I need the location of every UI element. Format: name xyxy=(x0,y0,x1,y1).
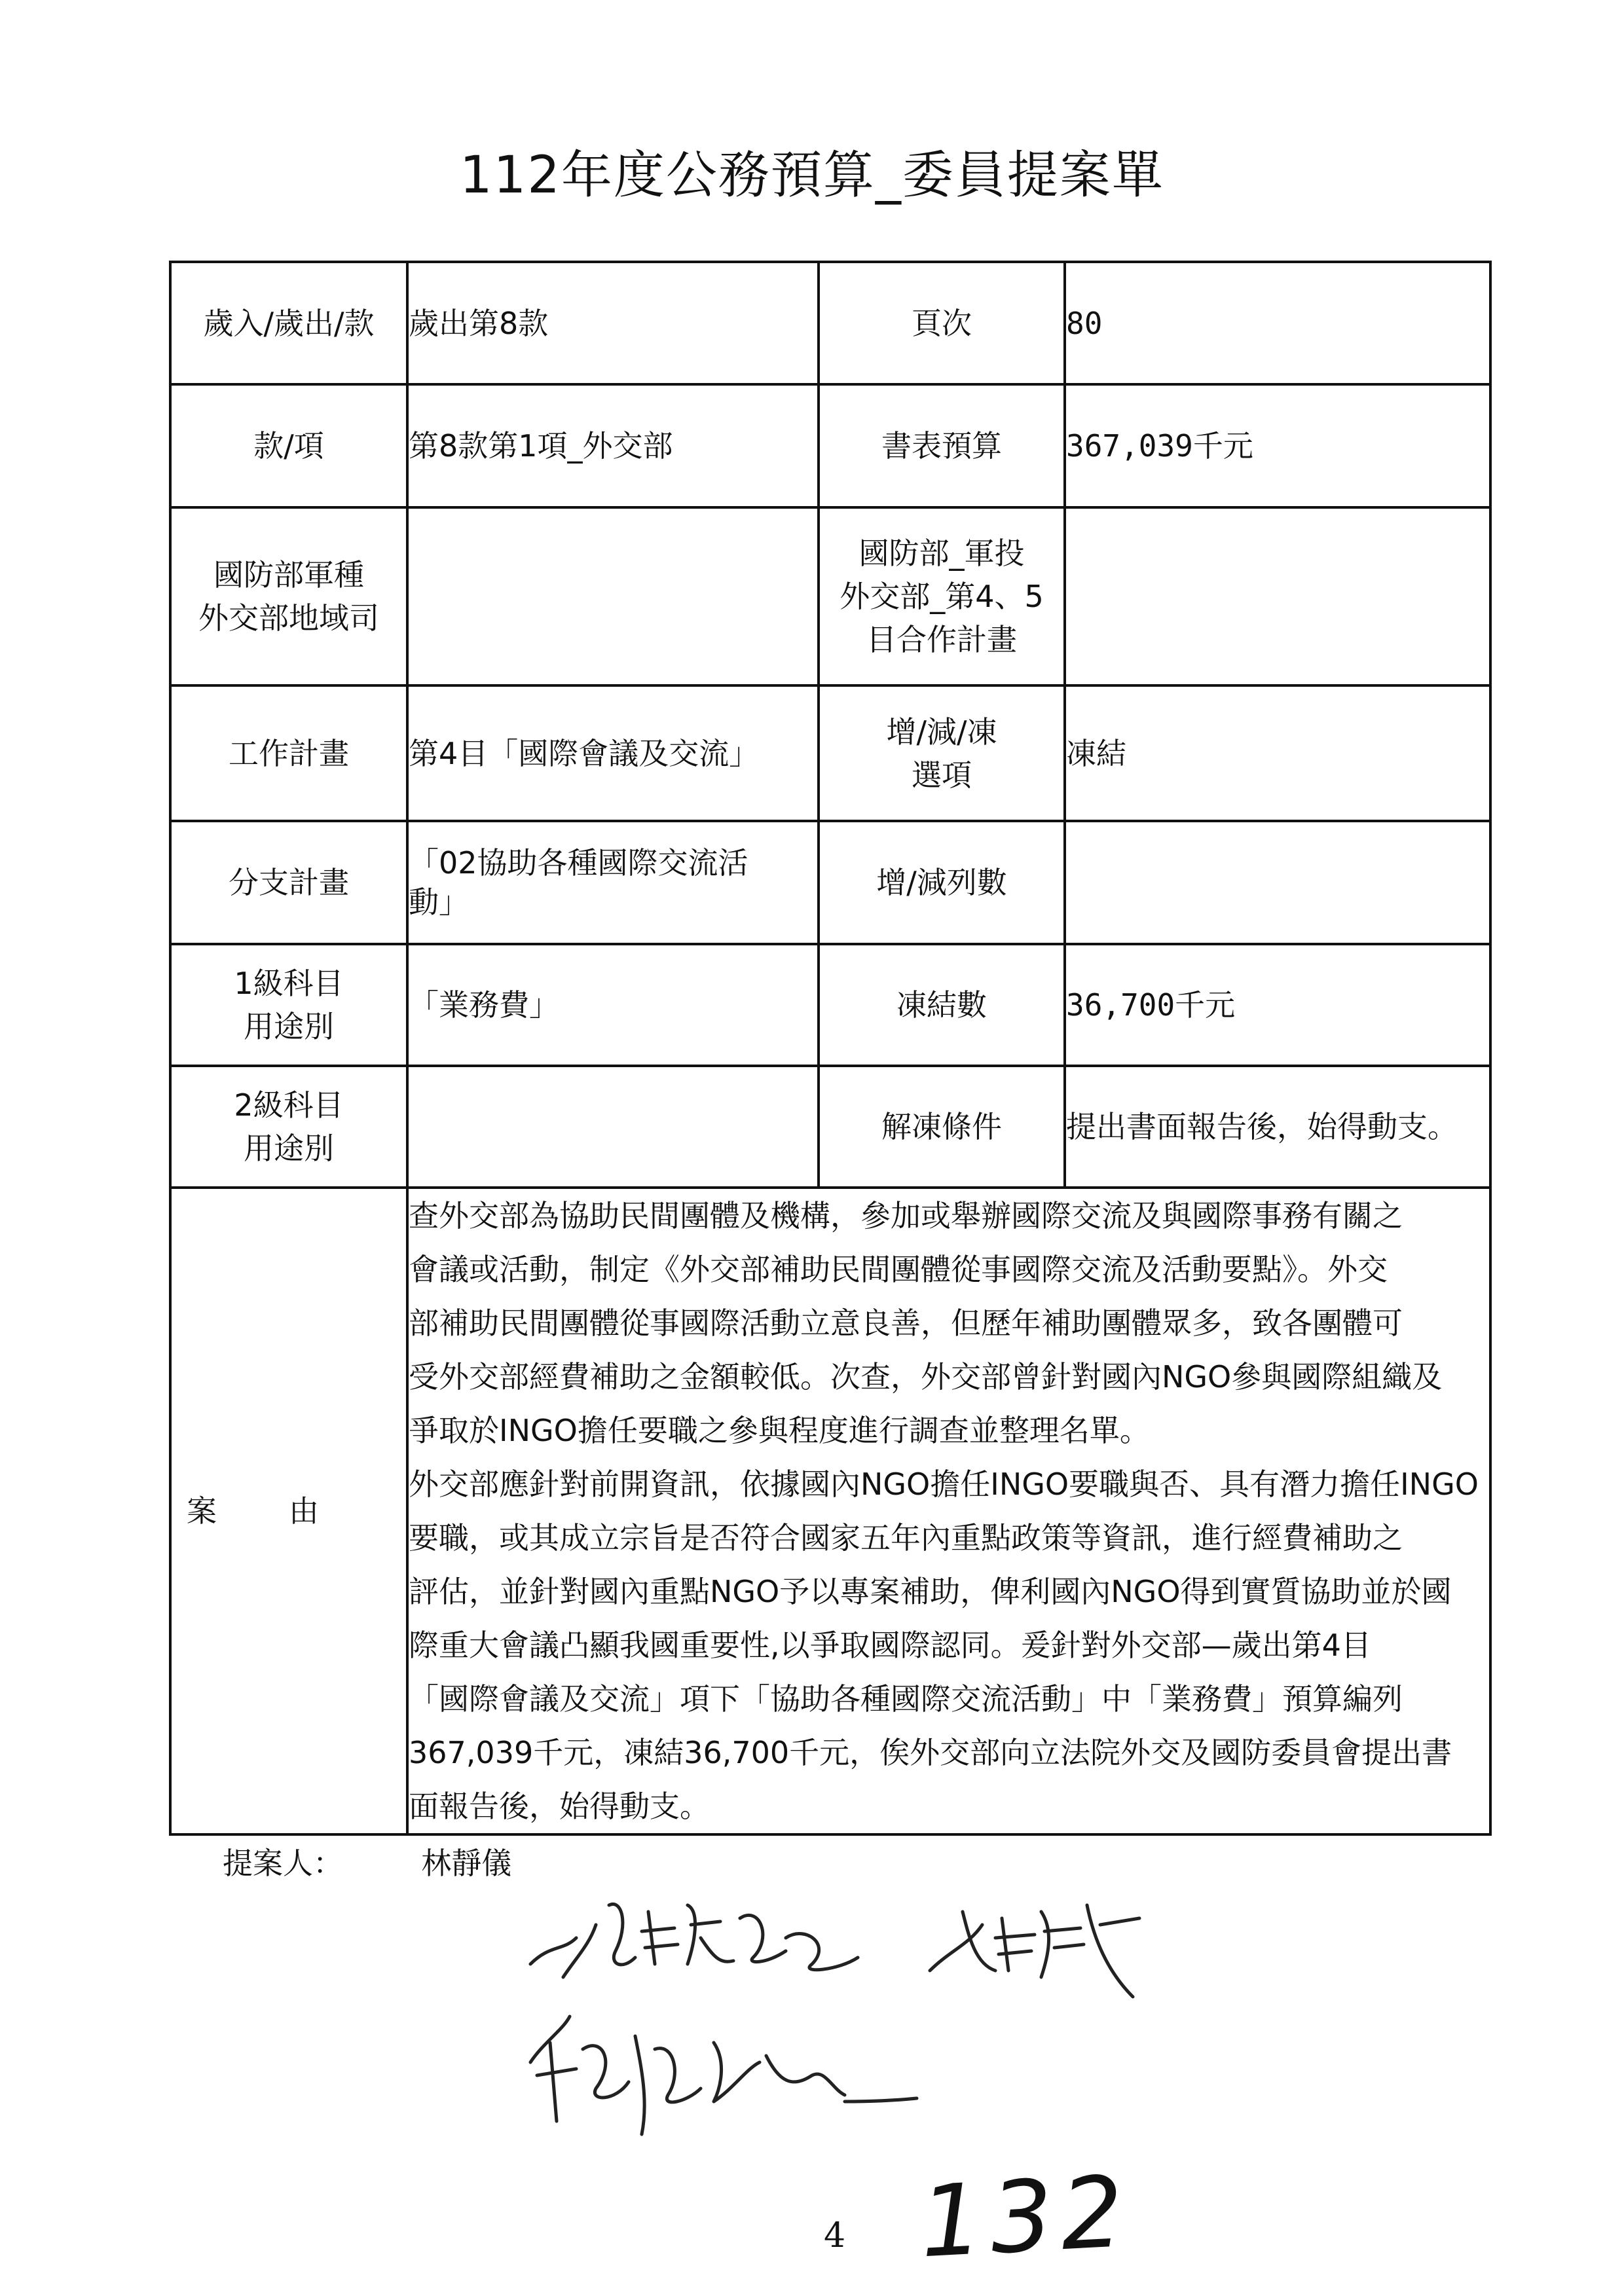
reason-line: 367,039千元，凍結36,700千元，俟外交部向立法院外交及國防委員會提出書 xyxy=(409,1735,1452,1770)
reason-line: 評估，並針對國內重點NGO予以專案補助，俾利國內NGO得到實質協助並於國 xyxy=(409,1574,1452,1609)
field-value xyxy=(407,1066,819,1188)
label-line: 2級科目 xyxy=(234,1087,344,1123)
field-label xyxy=(819,507,1065,685)
page-number: 4 xyxy=(824,2216,846,2255)
reason-line: 部補助民間團體從事國際活動立意良善，但歷年補助團體眾多，致各團體可 xyxy=(409,1305,1403,1341)
table-row xyxy=(170,1188,1490,1834)
field-value: 第8款第1項_外交部 xyxy=(407,384,819,507)
reason-label: 案由 xyxy=(170,1188,407,1834)
label-line: 外交部_第4、5 xyxy=(840,579,1044,614)
table-row xyxy=(170,384,1490,507)
field-value xyxy=(407,507,819,685)
table-row xyxy=(170,507,1490,685)
field-label: 增/減列數 xyxy=(819,821,1065,944)
field-label: 工作計畫 xyxy=(170,685,407,821)
reason-line: 受外交部經費補助之金額較低。次查，外交部曾針對國內NGO參與國際組織及 xyxy=(409,1359,1443,1394)
signature-3 xyxy=(517,2003,923,2147)
proposer-label: 提案人： xyxy=(223,1846,343,1881)
field-label xyxy=(170,1066,407,1188)
label-line: 1級科目 xyxy=(234,966,344,1001)
label-line: 用途別 xyxy=(244,1009,334,1044)
field-value: 歲出第8款 xyxy=(407,262,819,384)
value-line: 「02協助各種國際交流活 xyxy=(409,845,748,881)
field-label: 解凍條件 xyxy=(819,1066,1065,1188)
field-label xyxy=(819,685,1065,821)
field-value: 36,700千元 xyxy=(1065,944,1490,1066)
field-label: 凍結數 xyxy=(819,944,1065,1066)
reason-line: 「國際會議及交流」項下「協助各種國際交流活動」中「業務費」預算編列 xyxy=(409,1681,1403,1717)
label-line: 國防部軍種 xyxy=(213,557,364,592)
table-row xyxy=(170,821,1490,944)
field-value xyxy=(1065,821,1490,944)
label-line: 外交部地域司 xyxy=(198,600,379,636)
field-label: 頁次 xyxy=(819,262,1065,384)
reason-line: 際重大會議凸顯我國重要性,以爭取國際認同。爰針對外交部—歲出第4目 xyxy=(409,1628,1371,1663)
field-value: 凍結 xyxy=(1065,685,1490,821)
reason-line: 面報告後，始得動支。 xyxy=(409,1789,710,1824)
reason-line: 外交部應針對前開資訊，依據國內NGO擔任INGO要職與否、具有潛力擔任INGO xyxy=(409,1467,1479,1502)
proposal-form-table xyxy=(169,261,1492,1836)
field-value xyxy=(407,821,819,944)
reason-line: 查外交部為協助民間團體及機構，參加或舉辦國際交流及與國際事務有關之 xyxy=(409,1198,1403,1233)
field-value: 「業務費」 xyxy=(407,944,819,1066)
proposer-name: 林靜儀 xyxy=(421,1846,512,1881)
field-value: 367,039千元 xyxy=(1065,384,1490,507)
field-value: 第4目「國際會議及交流」 xyxy=(407,685,819,821)
field-label: 書表預算 xyxy=(819,384,1065,507)
field-label xyxy=(170,944,407,1066)
label-line: 目合作計畫 xyxy=(866,622,1017,657)
reason-line: 會議或活動，制定《外交部補助民間團體從事國際交流及活動要點》。外交 xyxy=(409,1252,1388,1287)
reason-text xyxy=(407,1188,1490,1834)
value-line: 動」 xyxy=(409,884,469,920)
field-label xyxy=(170,507,407,685)
signature-2 xyxy=(923,1886,1159,2016)
signature-1 xyxy=(524,1866,864,1997)
handwritten-page-number: 132 xyxy=(917,2155,1134,2280)
label-line: 國防部_軍投 xyxy=(858,536,1025,571)
field-value: 80 xyxy=(1065,262,1490,384)
table-row xyxy=(170,944,1490,1066)
form-title: 112年度公務預算_委員提案單 xyxy=(460,146,1164,205)
table-row xyxy=(170,685,1490,821)
field-label: 款/項 xyxy=(170,384,407,507)
reason-line: 要職，或其成立宗旨是否符合國家五年內重點政策等資訊，進行經費補助之 xyxy=(409,1520,1403,1556)
label-line: 選項 xyxy=(912,757,972,793)
table-row xyxy=(170,262,1490,384)
label-line: 增/減/凍 xyxy=(886,714,997,750)
reason-line: 爭取於INGO擔任要職之參與程度進行調查並整理名單。 xyxy=(409,1413,1150,1448)
table-row xyxy=(170,1066,1490,1188)
field-value: 提出書面報告後，始得動支。 xyxy=(1065,1066,1490,1188)
proposer-line xyxy=(223,1840,511,1883)
label-line: 用途別 xyxy=(244,1131,334,1166)
field-label: 歲入/歲出/款 xyxy=(170,262,407,384)
field-value xyxy=(1065,507,1490,685)
field-label: 分支計畫 xyxy=(170,821,407,944)
